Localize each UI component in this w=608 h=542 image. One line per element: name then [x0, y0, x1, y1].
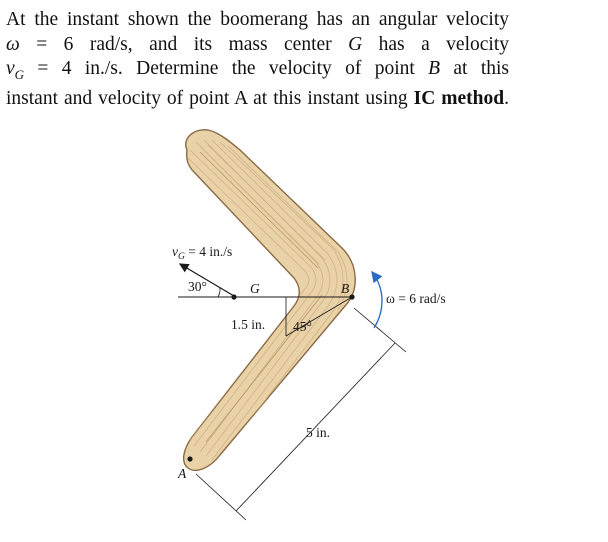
angle-30-label: 30°: [188, 279, 207, 294]
problem-line-1: At the instant shown the boomerang has an angular velocity: [6, 9, 509, 30]
dim-5-ext-bottom: [196, 474, 246, 520]
point-b-symbol: B: [428, 58, 441, 79]
period: .: [504, 88, 509, 110]
point-g: [231, 294, 236, 299]
vg-value-text: = 4 in./s. Determine the velocity of point: [24, 58, 429, 79]
angle-45-label: 45°: [293, 319, 312, 334]
dim-5-label: 5 in.: [306, 425, 331, 440]
a-label: A: [178, 466, 187, 481]
g-label: G: [250, 281, 260, 296]
b-label: B: [341, 281, 350, 296]
point-a: [187, 456, 192, 461]
dim-15-label: 1.5 in.: [231, 317, 266, 332]
vg-symbol: v: [6, 58, 15, 79]
mass-center-symbol: G: [348, 33, 363, 55]
instant-text: instant and velocity of point A at this instant using: [6, 88, 414, 110]
vg-subscript: G: [14, 66, 25, 82]
omega-arrow: [372, 272, 382, 328]
angle-30-arc: [218, 288, 220, 297]
omega-value-text: = 6 rad/s, and its mass center: [19, 33, 349, 55]
omega-symbol: ω: [6, 33, 20, 55]
boomerang-body: [184, 130, 356, 471]
velocity-text: has a velocity: [362, 33, 509, 55]
ic-method-text: IC method: [413, 88, 505, 110]
at-this-text: at this: [440, 58, 509, 79]
omega-label: ω = 6 rad/s: [386, 291, 446, 306]
vg-label: $v_G = 4$ in./s: [172, 244, 233, 262]
